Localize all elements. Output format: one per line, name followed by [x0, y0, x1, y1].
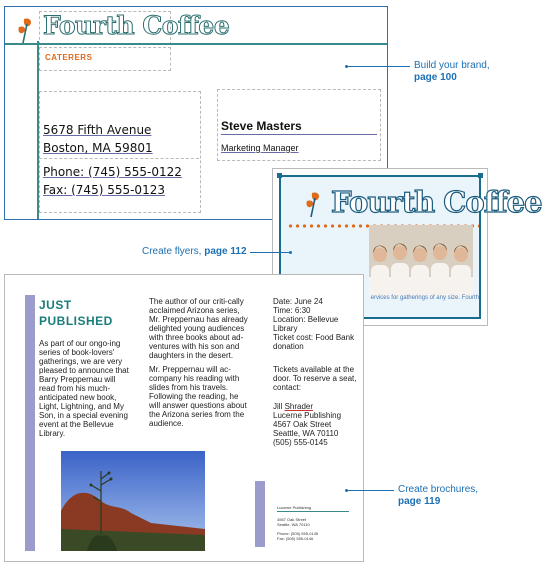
- coffee-leaf-logo-icon: [15, 15, 37, 45]
- brochure-left-bar: [25, 295, 35, 551]
- event-time: Time: 6:30: [273, 306, 311, 315]
- address-divider: [39, 158, 199, 159]
- mini-line-2: Seattle, WA 70110: [277, 522, 310, 527]
- contact-first-name: Jill: [273, 402, 283, 411]
- column-2-paragraph-2: Mr. Preppernau will ac-company his reading with slides from his travels. Following the reading, he will answer questions about the Arizona series from the audience.: [149, 365, 247, 428]
- coffee-leaf-logo-icon: [303, 189, 325, 219]
- card-brand-name: Fourth Coffee: [43, 11, 230, 40]
- brochure-column-1: [39, 339, 133, 443]
- brand-callout-page[interactable]: page 100: [414, 72, 457, 83]
- name-underline: [221, 134, 377, 135]
- brochures-callout-text: Create brochures,: [398, 484, 479, 495]
- card-tagline: CATERERS: [45, 53, 93, 62]
- desert-agave-photo: [61, 451, 205, 551]
- brand-callout-text: Build your brand,: [414, 60, 490, 71]
- flyer-corner: [478, 173, 483, 178]
- phone-number: Phone: (745) 555-0122: [43, 165, 182, 179]
- mini-line-3: Phone: (505) 555-0145: [277, 531, 319, 536]
- contact-name: Steve Masters: [221, 119, 302, 133]
- brochure-heading: [39, 297, 113, 329]
- mini-rule: [277, 511, 349, 512]
- heading-line-1: JUST: [39, 298, 72, 312]
- event-location: Location: Bellevue Library: [273, 315, 339, 333]
- brochures-callout: [398, 484, 478, 508]
- flyers-callout-page[interactable]: page 112: [204, 246, 247, 257]
- contact-last-name: Shrader: [284, 402, 314, 411]
- mini-line-4: Fax: (505) 555-0146: [277, 536, 314, 541]
- column-2-paragraph-1: The author of our criti-cally acclaimed Arizona series, Mr. Preppernau has already delighted young audiences with three books about ad-ventures with his son and daughters in the desert.: [149, 297, 248, 360]
- flyer-corner: [277, 173, 282, 178]
- heading-line-2: PUBLISHED: [39, 314, 113, 328]
- brand-callout: [414, 60, 490, 84]
- brochure-column-3: [273, 297, 359, 447]
- address-line-1: 5678 Fifth Avenue: [43, 123, 152, 137]
- flyers-callout-line: [250, 252, 290, 253]
- flyer-brand-name: Fourth Coffee: [331, 185, 542, 219]
- fax-number: Fax: (745) 555-0123: [43, 183, 165, 197]
- brand-callout-dot: [345, 65, 348, 68]
- card-horizontal-rule: [5, 43, 387, 45]
- column-1-text: As part of our ongo-ing series of book-lovers' gatherings, we are very pleased to announce that Barry Preppernau will read from his much-anticipated new book, Light, Lightning, and My Son, in a special evening event at the Bellevue Library.: [39, 339, 129, 438]
- caterers-group-photo: [369, 225, 473, 297]
- brochure-column-2: [149, 297, 249, 433]
- brochures-callout-page[interactable]: page 119: [398, 496, 441, 507]
- flyers-callout-dot: [289, 251, 292, 254]
- event-date: Date: June 24: [273, 297, 323, 306]
- contact-title: Marketing Manager: [221, 143, 299, 153]
- address-line-2: Boston, MA 59801: [43, 141, 153, 155]
- flyers-callout: [142, 246, 247, 258]
- mini-line-1: 4567 Oak Street: [277, 517, 307, 522]
- brochure: [4, 274, 364, 562]
- event-ticket-cost: Ticket cost: Food Bank donation: [273, 333, 355, 351]
- brochure-right-bar: [255, 481, 265, 547]
- contact-phone: (505) 555-0145: [273, 438, 328, 447]
- ticket-info: Tickets available at the door. To reserve a seat, contact:: [273, 365, 357, 392]
- brochures-callout-line: [346, 490, 394, 491]
- brand-callout-line: [346, 66, 410, 67]
- contact-city: Seattle, WA 70110: [273, 429, 339, 438]
- contact-org: Lucerne Publishing: [273, 411, 342, 420]
- mini-org: Lucerne Publishing: [277, 505, 312, 510]
- flyers-callout-text: Create flyers,: [142, 246, 202, 257]
- contact-person: [273, 402, 359, 411]
- contact-street: 4567 Oak Street: [273, 420, 332, 429]
- flyer-text-line-1: ervices for gatherings of any size. Fourth: [370, 295, 479, 301]
